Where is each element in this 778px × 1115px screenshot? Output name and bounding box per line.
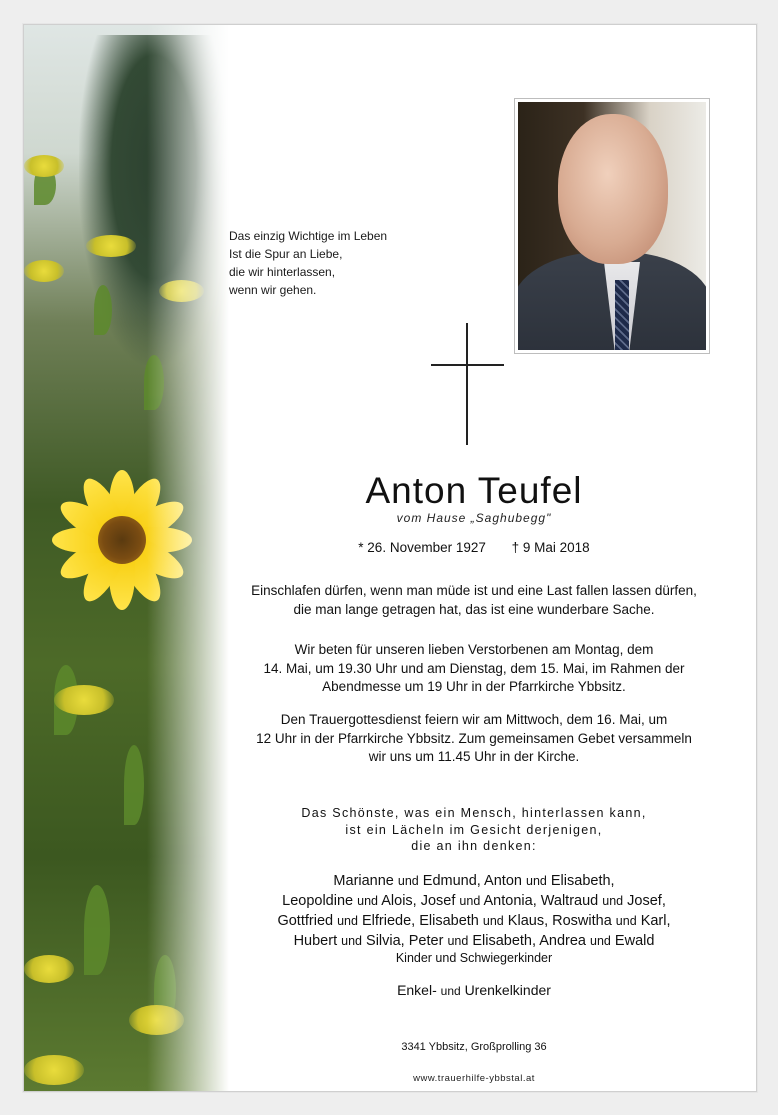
death-date: † 9 Mai 2018 (511, 540, 590, 555)
paragraph-consolation (214, 582, 734, 619)
house-name: vom Hause „Saghubegg" (396, 511, 552, 525)
poem-line: ist ein Lächeln im Gesicht derjenigen, (345, 822, 603, 837)
paragraph-line: Abendmesse um 19 Uhr in der Pfarrkirche Ybbsitz. (322, 679, 626, 694)
paragraph-line: 14. Mai, um 19.30 Uhr und am Dienstag, dem 15. Mai, im Rahmen der (263, 660, 685, 676)
mourners-line: Gottfried und Elfriede, Elisabeth und Klaus, Roswitha und Karl, (277, 913, 671, 929)
life-dates (214, 540, 734, 555)
paragraph-funeral (214, 711, 734, 767)
poem-line: die an ihn denken: (411, 839, 537, 853)
quote-line: wenn wir gehen. (229, 283, 317, 297)
paragraph-line: Den Trauergottesdienst feiern wir am Mittwoch, dem 16. Mai, um (280, 712, 668, 727)
address: 3341 Ybbsitz, Großprolling 36 (401, 1041, 547, 1053)
mourners-line: Hubert und Silvia, Peter und Elisabeth, Andrea und Ewald (293, 933, 655, 949)
paragraph-line: Wir beten für unseren lieben Verstorbenen am Montag, dem (294, 642, 654, 657)
quote-line: die wir hinterlassen, (229, 265, 336, 279)
paragraph-line: wir uns um 11.45 Uhr in der Kirche. (368, 749, 580, 764)
paragraph-line: 12 Uhr in der Pfarrkirche Ybbsitz. Zum gemeinsamen Gebet versammeln (256, 730, 692, 746)
paragraph-line: Einschlafen dürfen, wenn man müde ist und eine Last fallen lassen dürfen, (251, 583, 697, 598)
portrait-photo (514, 98, 710, 354)
paragraph-line: die man lange getragen hat, das ist eine wunderbare Sache. (293, 601, 655, 617)
mourners-list (214, 871, 734, 951)
grandchildren-label: Enkel- und Urenkelkinder (397, 982, 551, 998)
poem-line: Das Schönste, was ein Mensch, hinterlassen kann, (301, 806, 647, 820)
quote-line: Das einzig Wichtige im Leben (229, 229, 388, 243)
birth-date: * 26. November 1927 (358, 540, 486, 555)
deceased-name: Anton Teufel (365, 470, 583, 511)
quote-line: Ist die Spur an Liebe, (229, 247, 343, 261)
nature-photo (24, 25, 229, 1091)
website-link[interactable]: www.trauerhilfe-ybbstal.at (413, 1073, 535, 1084)
poem (214, 805, 734, 855)
children-label: Kinder und Schwiegerkinder (395, 951, 553, 965)
obituary-page (23, 24, 757, 1092)
mourners-line: Leopoldine und Alois, Josef und Antonia, Waltraud und Josef, (282, 893, 666, 909)
memorial-quote (229, 227, 459, 299)
mourners-line: Marianne und Edmund, Anton und Elisabeth, (333, 873, 615, 889)
paragraph-prayer (214, 641, 734, 697)
